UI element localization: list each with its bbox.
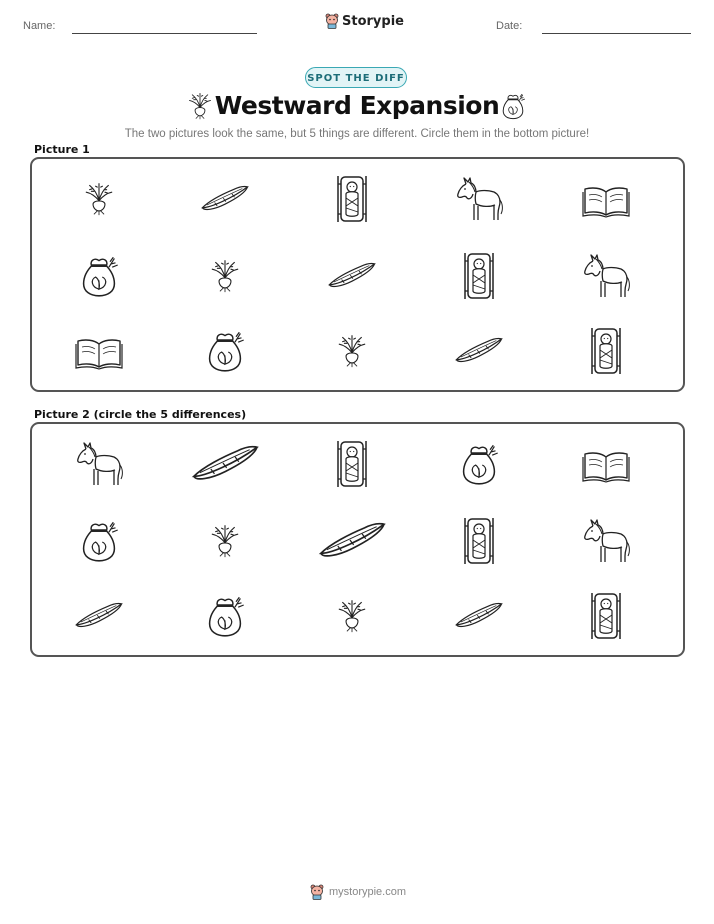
spot-the-diff-badge: SPOT THE DIFF [305, 67, 407, 88]
footer-site: mystorypie.com [329, 886, 407, 898]
seed-bag-icon[interactable] [77, 518, 121, 564]
name-label: Name: [23, 20, 56, 32]
baby-cradle-icon [586, 324, 626, 378]
baby-cradle-icon[interactable] [586, 589, 626, 643]
radish-icon [335, 328, 369, 374]
baby-cradle-icon[interactable] [459, 514, 499, 568]
picture2-panel[interactable] [30, 422, 685, 657]
radish-icon[interactable] [208, 518, 242, 564]
brand-name: Storypie [342, 13, 404, 29]
brand-logo [325, 13, 404, 29]
storypie-mascot-icon [325, 13, 339, 29]
name-line[interactable] [72, 33, 257, 34]
canoe-icon [326, 258, 378, 294]
date-line[interactable] [542, 33, 691, 34]
footer [310, 884, 406, 900]
radish-icon [82, 176, 116, 222]
picture1-panel [30, 157, 685, 392]
book-icon[interactable] [580, 444, 632, 484]
baby-cradle-icon[interactable] [332, 437, 372, 491]
picture1-label: Picture 1 [34, 143, 90, 156]
storypie-mascot-icon [310, 884, 324, 900]
baby-cradle-icon [459, 249, 499, 303]
picture2-label: Picture 2 (circle the 5 differences) [34, 408, 247, 421]
horse-icon [453, 174, 505, 224]
book-icon [580, 179, 632, 219]
seed-bag-icon[interactable] [457, 441, 501, 487]
title-seed-bag-icon [499, 90, 527, 127]
page-title: Westward Expansion [214, 91, 500, 120]
canoe-icon[interactable] [453, 598, 505, 634]
radish-icon [208, 253, 242, 299]
horse-icon[interactable] [73, 439, 125, 489]
book-icon [73, 331, 125, 371]
canoe-icon[interactable] [189, 439, 262, 489]
seed-bag-icon[interactable] [203, 593, 247, 639]
seed-bag-icon [77, 253, 121, 299]
radish-icon[interactable] [335, 593, 369, 639]
seed-bag-icon [203, 328, 247, 374]
horse-icon [580, 251, 632, 301]
canoe-icon[interactable] [73, 598, 125, 634]
date-label: Date: [496, 20, 523, 32]
horse-icon[interactable] [580, 516, 632, 566]
instructions: The two pictures look the same, but 5 things are different. Circle them in the bottom picture! [124, 128, 590, 140]
canoe-icon[interactable] [316, 516, 389, 566]
canoe-icon [199, 181, 251, 217]
baby-cradle-icon [332, 172, 372, 226]
canoe-icon [453, 333, 505, 369]
